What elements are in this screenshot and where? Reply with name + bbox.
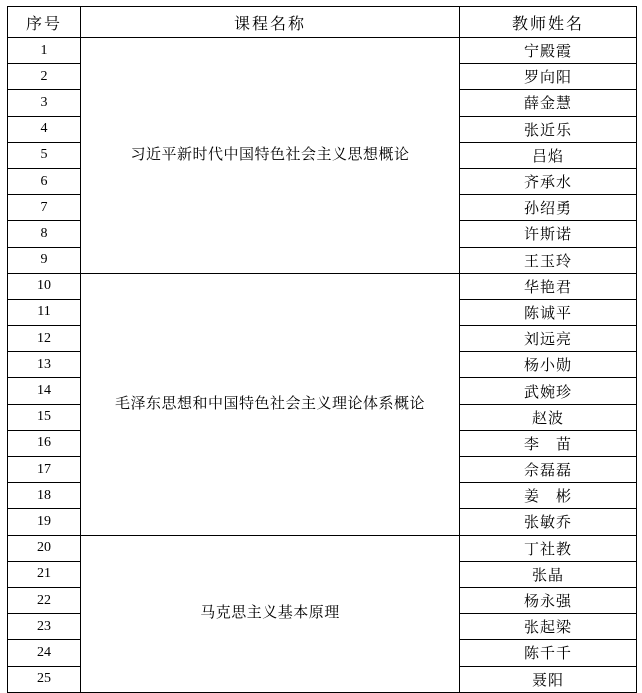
header-teacher: 教师姓名 bbox=[460, 7, 637, 38]
header-course: 课程名称 bbox=[81, 7, 460, 38]
cell-index: 8 bbox=[8, 221, 81, 247]
cell-index: 11 bbox=[8, 299, 81, 325]
cell-index: 6 bbox=[8, 168, 81, 194]
cell-teacher-name: 许斯诺 bbox=[460, 221, 637, 247]
table-row bbox=[8, 38, 637, 64]
cell-teacher-name: 陈诚平 bbox=[460, 299, 637, 325]
cell-teacher-name: 齐承水 bbox=[460, 168, 637, 194]
cell-teacher-name: 华艳君 bbox=[460, 273, 637, 299]
table-row bbox=[8, 535, 637, 561]
cell-teacher-name: 孙绍勇 bbox=[460, 195, 637, 221]
cell-teacher-name: 杨永强 bbox=[460, 587, 637, 613]
cell-index: 13 bbox=[8, 352, 81, 378]
header-index: 序号 bbox=[8, 7, 81, 38]
cell-index: 16 bbox=[8, 430, 81, 456]
cell-teacher-name: 姜 彬 bbox=[460, 483, 637, 509]
cell-index: 25 bbox=[8, 666, 81, 692]
table-header bbox=[8, 7, 637, 38]
cell-teacher-name: 赵波 bbox=[460, 404, 637, 430]
cell-index: 17 bbox=[8, 457, 81, 483]
cell-index: 19 bbox=[8, 509, 81, 535]
course-teacher-table bbox=[7, 6, 637, 693]
cell-course-name: 习近平新时代中国特色社会主义思想概论 bbox=[81, 38, 460, 274]
cell-index: 9 bbox=[8, 247, 81, 273]
cell-teacher-name: 吕焰 bbox=[460, 142, 637, 168]
cell-teacher-name: 张近乐 bbox=[460, 116, 637, 142]
cell-index: 18 bbox=[8, 483, 81, 509]
cell-course-name: 毛泽东思想和中国特色社会主义理论体系概论 bbox=[81, 273, 460, 535]
cell-teacher-name: 薛金慧 bbox=[460, 90, 637, 116]
cell-index: 14 bbox=[8, 378, 81, 404]
cell-index: 24 bbox=[8, 640, 81, 666]
cell-index: 20 bbox=[8, 535, 81, 561]
cell-index: 2 bbox=[8, 64, 81, 90]
cell-index: 1 bbox=[8, 38, 81, 64]
cell-teacher-name: 张起梁 bbox=[460, 614, 637, 640]
cell-index: 22 bbox=[8, 587, 81, 613]
cell-teacher-name: 聂阳 bbox=[460, 666, 637, 692]
cell-teacher-name: 佘磊磊 bbox=[460, 457, 637, 483]
cell-teacher-name: 丁社教 bbox=[460, 535, 637, 561]
cell-teacher-name: 宁殿霞 bbox=[460, 38, 637, 64]
cell-index: 7 bbox=[8, 195, 81, 221]
table-row bbox=[8, 273, 637, 299]
cell-teacher-name: 武婉珍 bbox=[460, 378, 637, 404]
cell-index: 4 bbox=[8, 116, 81, 142]
cell-index: 12 bbox=[8, 326, 81, 352]
cell-teacher-name: 王玉玲 bbox=[460, 247, 637, 273]
cell-index: 10 bbox=[8, 273, 81, 299]
cell-index: 5 bbox=[8, 142, 81, 168]
cell-teacher-name: 李 苗 bbox=[460, 430, 637, 456]
cell-teacher-name: 张晶 bbox=[460, 561, 637, 587]
cell-teacher-name: 罗向阳 bbox=[460, 64, 637, 90]
cell-teacher-name: 陈千千 bbox=[460, 640, 637, 666]
cell-index: 15 bbox=[8, 404, 81, 430]
cell-index: 23 bbox=[8, 614, 81, 640]
table-header-row bbox=[8, 7, 637, 38]
cell-index: 3 bbox=[8, 90, 81, 116]
cell-index: 21 bbox=[8, 561, 81, 587]
cell-teacher-name: 张敏乔 bbox=[460, 509, 637, 535]
cell-teacher-name: 刘远亮 bbox=[460, 326, 637, 352]
cell-teacher-name: 杨小勋 bbox=[460, 352, 637, 378]
cell-course-name: 马克思主义基本原理 bbox=[81, 535, 460, 692]
table-body bbox=[8, 38, 637, 693]
